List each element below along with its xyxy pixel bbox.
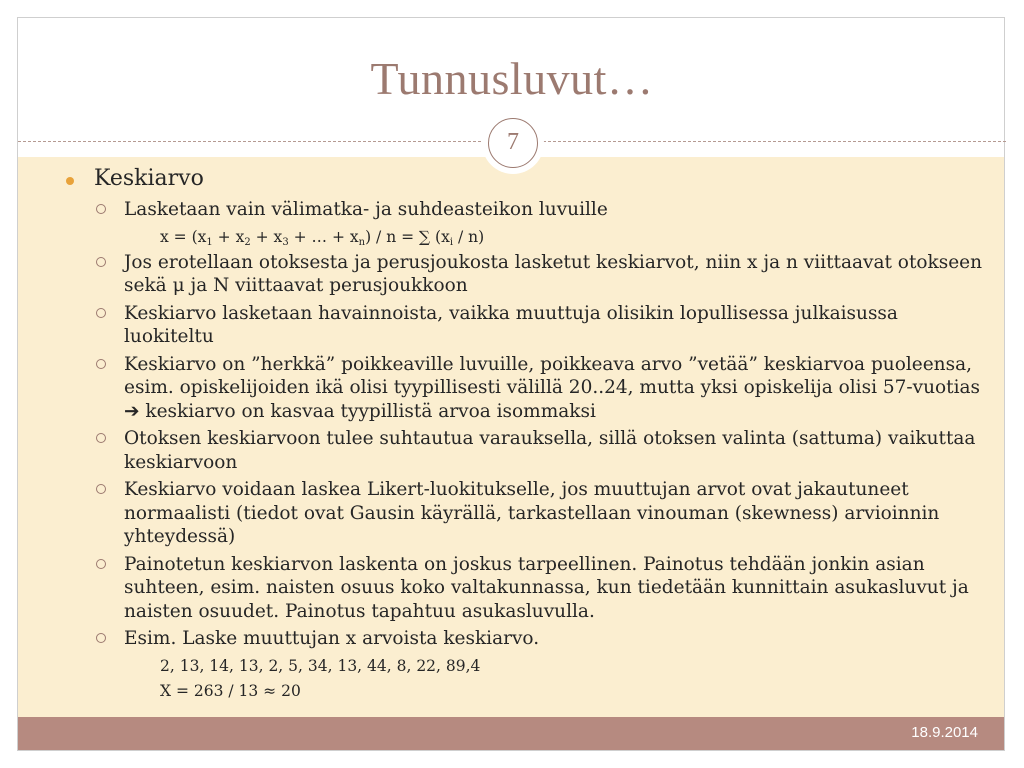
- sub-bullet-text: Otoksen keskiarvoon tulee suhtautua varauksella, sillä otoksen valinta (sattuma) vaikuttaa keskiarvoon: [124, 428, 976, 473]
- circle-bullet-icon: [96, 633, 106, 643]
- sub-bullet-3: [66, 302, 986, 349]
- sub-bullet-5: [66, 427, 986, 474]
- slide-body: [66, 166, 986, 705]
- circle-bullet-icon: [96, 559, 106, 569]
- main-bullet-text: Keskiarvo: [94, 166, 204, 191]
- circle-bullet-icon: [96, 484, 106, 494]
- slide-number: 7: [488, 118, 538, 168]
- sub-bullet-text: Lasketaan vain välimatka- ja suhdeasteikon luvuille: [124, 199, 608, 220]
- sub-bullet-7: [66, 553, 986, 624]
- sub-bullet-text: Keskiarvo voidaan laskea Likert-luokitukselle, jos muuttujan arvot ovat jakautuneet normaalisti (tiedot ovat Gausin käyrällä, tarkastellaan vinouman (skewness) arvioinnin yhteydessä): [124, 479, 940, 547]
- sub-bullet-6: [66, 478, 986, 549]
- example-result: X = 263 / 13 ≈ 20: [160, 681, 301, 700]
- sub-bullet-text: Jos erotellaan otoksesta ja perusjoukosta lasketut keskiarvot, niin x ja n viittaavat otokseen sekä μ ja N viittaavat perusjoukkoon: [124, 251, 983, 296]
- slide-date: 18.9.2014: [911, 724, 978, 741]
- main-bullet: [66, 166, 986, 192]
- sub-bullet-text: Keskiarvo lasketaan havainnoista, vaikka muuttuja olisikin lopullisessa julkaisussa luokiteltu: [124, 302, 898, 347]
- bullet-dot-icon: [66, 177, 74, 185]
- circle-bullet-icon: [96, 257, 106, 267]
- circle-bullet-icon: [96, 204, 106, 214]
- sub-bullet-1: [66, 198, 986, 222]
- sub-bullet-text: Esim. Laske muuttujan x arvoista keskiarvo.: [124, 628, 540, 649]
- circle-bullet-icon: [96, 433, 106, 443]
- circle-bullet-icon: [96, 308, 106, 318]
- mean-formula: $x = (x_1 + x_2 + x_3$ + … + $x_n$) / n = ∑ $(x_i / n)$: [160, 227, 485, 248]
- sub-bullet-4: [66, 353, 986, 424]
- footer-bar: [18, 717, 1004, 750]
- sub-bullet-text: Painotetun keskiarvon laskenta on joskus tarpeellinen. Painotus tehdään jonkin asian suhteen, esim. naisten osuus koko valtakunnassa, kun tiedetään kunnittain asukasluvut ja naisten osuudet. Painotus tapahtuu asukasluvulla.: [124, 553, 969, 622]
- sub-bullet-2: [66, 251, 986, 298]
- sub-bullet-text: Keskiarvo on ”herkkä” poikkeaville luvuille, poikkeava arvo ”vetää” keskiarvoa puoleensa, esim. opiskelijoiden ikä olisi tyypillisesti välillä 20..24, mutta yksi opiskelija olisi 57-vuotias ➔ keskiarvo on kasvaa tyypillistä arvoa isommaksi: [124, 353, 981, 422]
- example-values: 2, 13, 14, 13, 2, 5, 34, 13, 44, 8, 22, 89,4: [160, 656, 481, 675]
- circle-bullet-icon: [96, 359, 106, 369]
- slide-title: Tunnusluvut…: [370, 53, 654, 104]
- sub-bullet-8: [66, 627, 986, 651]
